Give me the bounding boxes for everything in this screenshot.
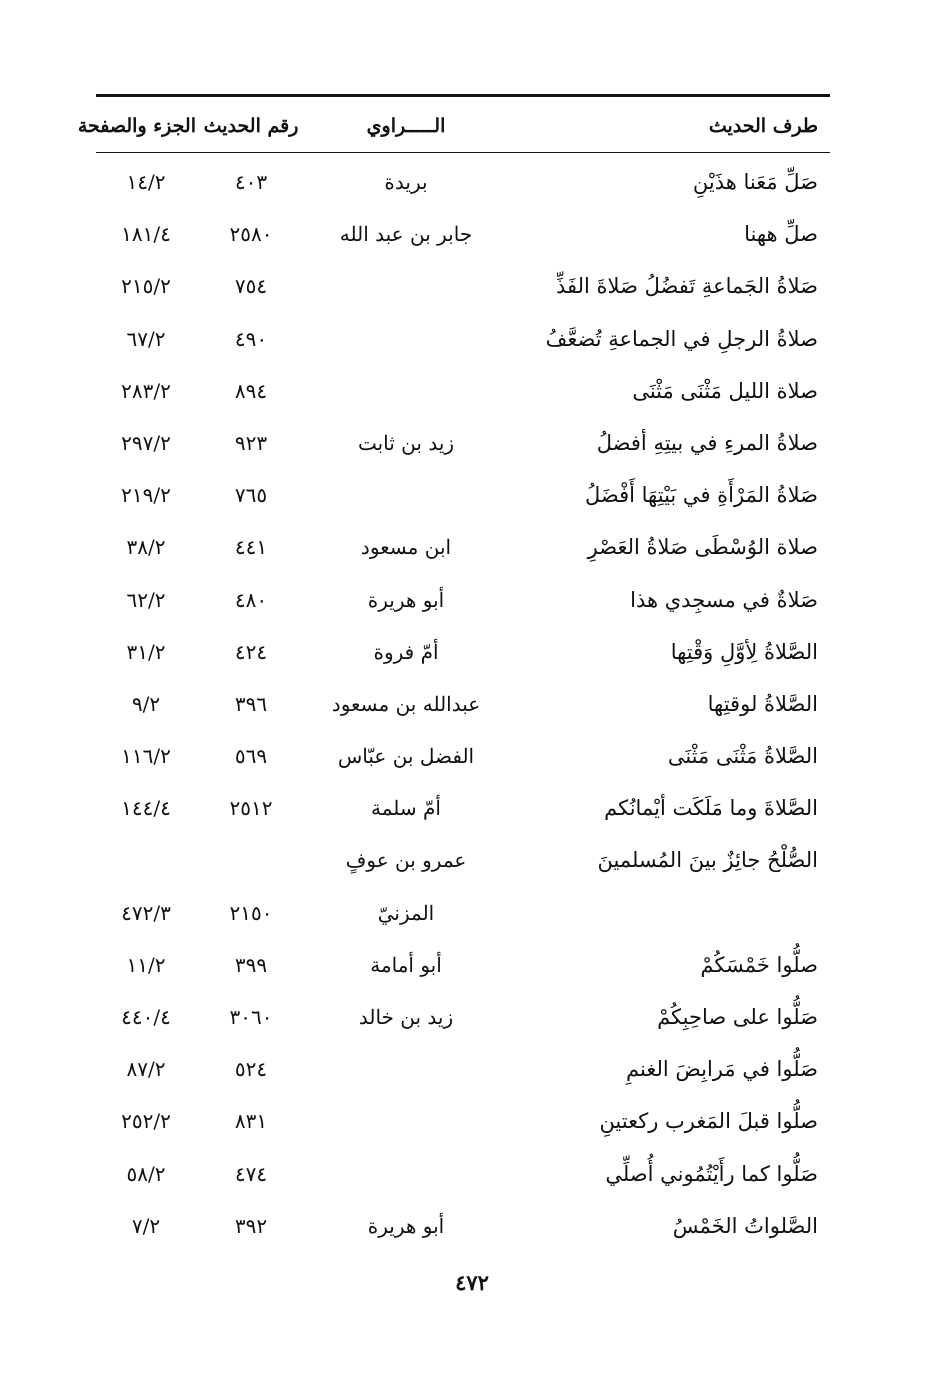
narrator: أبو هريرة: [367, 587, 445, 612]
hadith-number: ٣٩٦: [234, 691, 268, 716]
table-row: [96, 893, 830, 945]
header-number: رقم الحديث: [203, 115, 299, 137]
narrator: [326, 1103, 486, 1139]
narrator: [326, 268, 486, 304]
table-row: [96, 945, 830, 997]
hadith-text: صَلُّوا في مَرابِضَ الغنمِ: [626, 1057, 818, 1082]
hadith-number: ٤٢٤: [234, 639, 268, 664]
hadith-text: صَلِّ مَعَنا هذَيْنِ: [692, 170, 818, 194]
table-row: [96, 214, 830, 266]
hadith-text: صَلاةٌ في مسجِدي هذا: [630, 587, 818, 612]
hadith-number: ٢٥٨٠: [229, 222, 273, 247]
hadith-number: ٤٨٠: [234, 587, 268, 612]
narrator: زيد بن ثابت: [357, 430, 455, 455]
table-row: [96, 319, 830, 371]
table-row: [96, 1101, 830, 1153]
volume-page: ٦٧/٢: [126, 326, 166, 351]
table-row: [96, 475, 830, 527]
header-rawi: الـــــراوي: [366, 115, 446, 137]
volume-page: ١٤/٢: [126, 170, 166, 194]
narrator: [326, 321, 486, 357]
header-volume-page: الجزء والصفحة: [77, 115, 196, 137]
volume-page: ٤٤٠/٤: [121, 1005, 171, 1029]
hadith-text: الصَّلاةُ مَثْنَى مَثْنَى: [667, 744, 818, 769]
hadith-number: [196, 842, 306, 878]
volume-page: ٧/٢: [131, 1213, 161, 1238]
narrator: عمرو بن عوفٍ: [345, 848, 467, 873]
header-rule: [96, 152, 830, 153]
hadith-text: صلُّوا قبلَ المَغرب ركعتينِ: [599, 1109, 818, 1134]
table-row: [96, 371, 830, 423]
hadith-text: صَلاةُ الجَماعةِ تَفضُلُ صَلاةَ الفَذِّ: [555, 274, 818, 299]
table-row: [96, 788, 830, 840]
table-row: [96, 266, 830, 318]
volume-page: ٦٢/٢: [126, 587, 166, 612]
hadith-number: ٤٧٤: [234, 1161, 268, 1186]
narrator: [326, 477, 486, 513]
hadith-number: ٧٦٥: [234, 483, 268, 508]
hadith-text: صلُّوا خَمْسَكُمْ: [700, 952, 818, 977]
narrator: أمّ فروة: [373, 639, 439, 664]
volume-page: ٣١/٢: [126, 639, 166, 664]
hadith-text: صلاة الوُسْطَى صَلاةُ العَصْرِ: [587, 535, 818, 560]
narrator: الفضل بن عبّاس: [337, 744, 475, 769]
table-row: [96, 840, 830, 892]
hadith-number: ٢١٥٠: [229, 900, 273, 925]
hadith-number: ٧٥٤: [234, 274, 268, 299]
narrator: [326, 1156, 486, 1192]
hadith-text: صَلُّوا على صاحِبِكُمْ: [657, 1005, 818, 1029]
hadith-number: ٤٠٣: [234, 170, 268, 194]
hadith-number: ٤٩٠: [234, 326, 268, 351]
narrator: زيد بن خالد: [358, 1005, 454, 1029]
hadith-text: صَلاةُ المَرْأَةِ في بَيْتِهَا أَفْضَلُ: [585, 483, 818, 508]
narrator: بريدة: [384, 170, 428, 194]
volume-page: ٢٨٣/٢: [121, 378, 171, 403]
volume-page: ٢١٥/٢: [121, 274, 171, 299]
table-row: [96, 580, 830, 632]
narrator: المزنيّ: [377, 900, 435, 925]
volume-page: ٨٧/٢: [126, 1057, 166, 1082]
narrator: ابن مسعود: [360, 535, 452, 560]
hadith-number: ٩٢٣: [234, 430, 268, 455]
hadith-text: الصَّلاةُ لِأوَّلِ وَقْتِها: [670, 639, 818, 664]
hadith-number: ٨٩٤: [234, 378, 268, 403]
volume-page: ١٤٤/٤: [121, 796, 171, 821]
page-number: ٤٧٢: [455, 1270, 489, 1295]
hadith-number: ٥٢٤: [234, 1057, 268, 1082]
table-row: [96, 1206, 830, 1258]
hadith-text: صلاة الليل مَثْنَى مَثْنَى: [632, 378, 818, 403]
header-hadith: طرف الحديث: [708, 115, 818, 137]
table-row: [96, 736, 830, 788]
hadith-number: ٣٩٩: [234, 952, 268, 977]
table-row: [96, 423, 830, 475]
top-rule: [96, 94, 830, 97]
table-row: [96, 997, 830, 1049]
volume-page: ٥٨/٢: [126, 1161, 166, 1186]
volume-page: ٢٥٢/٢: [121, 1109, 171, 1134]
hadith-text: صَلُّوا كما رأَيْتُمُوني أُصلِّي: [605, 1161, 818, 1186]
hadith-number: ٥٦٩: [234, 744, 268, 769]
hadith-number: ٤٤١: [234, 535, 268, 560]
hadith-text: صلاةُ الرجلِ في الجماعةِ تُضعَّفُ: [545, 326, 818, 351]
narrator: عبدالله بن مسعود: [331, 691, 481, 716]
hadith-text: الصَّلاةَ وما مَلَكَت أيْمانُكم: [604, 796, 818, 821]
narrator: [326, 1051, 486, 1087]
hadith-number: ٨٣١: [234, 1109, 268, 1134]
narrator: أبو هريرة: [367, 1213, 445, 1238]
volume-page: [96, 842, 196, 878]
hadith-text: الصَّلواتُ الخَمْسُ: [672, 1213, 818, 1238]
hadith-number: ٣٩٢: [234, 1213, 268, 1238]
volume-page: ٢١٩/٢: [121, 483, 171, 508]
hadith-text: الصَّلاةُ لوقتِها: [707, 691, 818, 716]
table-row: [96, 1154, 830, 1206]
narrator: أمّ سلمة: [371, 796, 441, 821]
volume-page: ٣٨/٢: [126, 535, 166, 560]
volume-page: ١١/٢: [126, 952, 166, 977]
narrator: [326, 373, 486, 409]
hadith-table: [96, 162, 830, 1258]
table-row: [96, 162, 830, 214]
table-row: [96, 1049, 830, 1101]
table-header: [77, 108, 830, 144]
narrator: أبو أمامة: [370, 952, 442, 977]
volume-page: ١١٦/٢: [121, 744, 171, 769]
hadith-text: صلِّ ههنا: [744, 222, 818, 247]
hadith-text: صلاةُ المرءِ في بيتِهِ أفضلُ: [596, 430, 818, 455]
table-row: [96, 527, 830, 579]
hadith-number: ٢٥١٢: [229, 796, 273, 821]
volume-page: ٩/٢: [131, 691, 161, 716]
table-row: [96, 632, 830, 684]
volume-page: ٢٩٧/٢: [121, 430, 171, 455]
volume-page: ١٨١/٤: [121, 222, 171, 247]
table-row: [96, 684, 830, 736]
hadith-number: ٣٠٦٠: [229, 1005, 273, 1029]
volume-page: ٤٧٢/٣: [121, 900, 171, 925]
hadith-text: الصُّلْحُ جائِزٌ بينَ المُسلمينَ: [597, 848, 818, 873]
narrator: جابر بن عبد الله: [339, 222, 473, 247]
